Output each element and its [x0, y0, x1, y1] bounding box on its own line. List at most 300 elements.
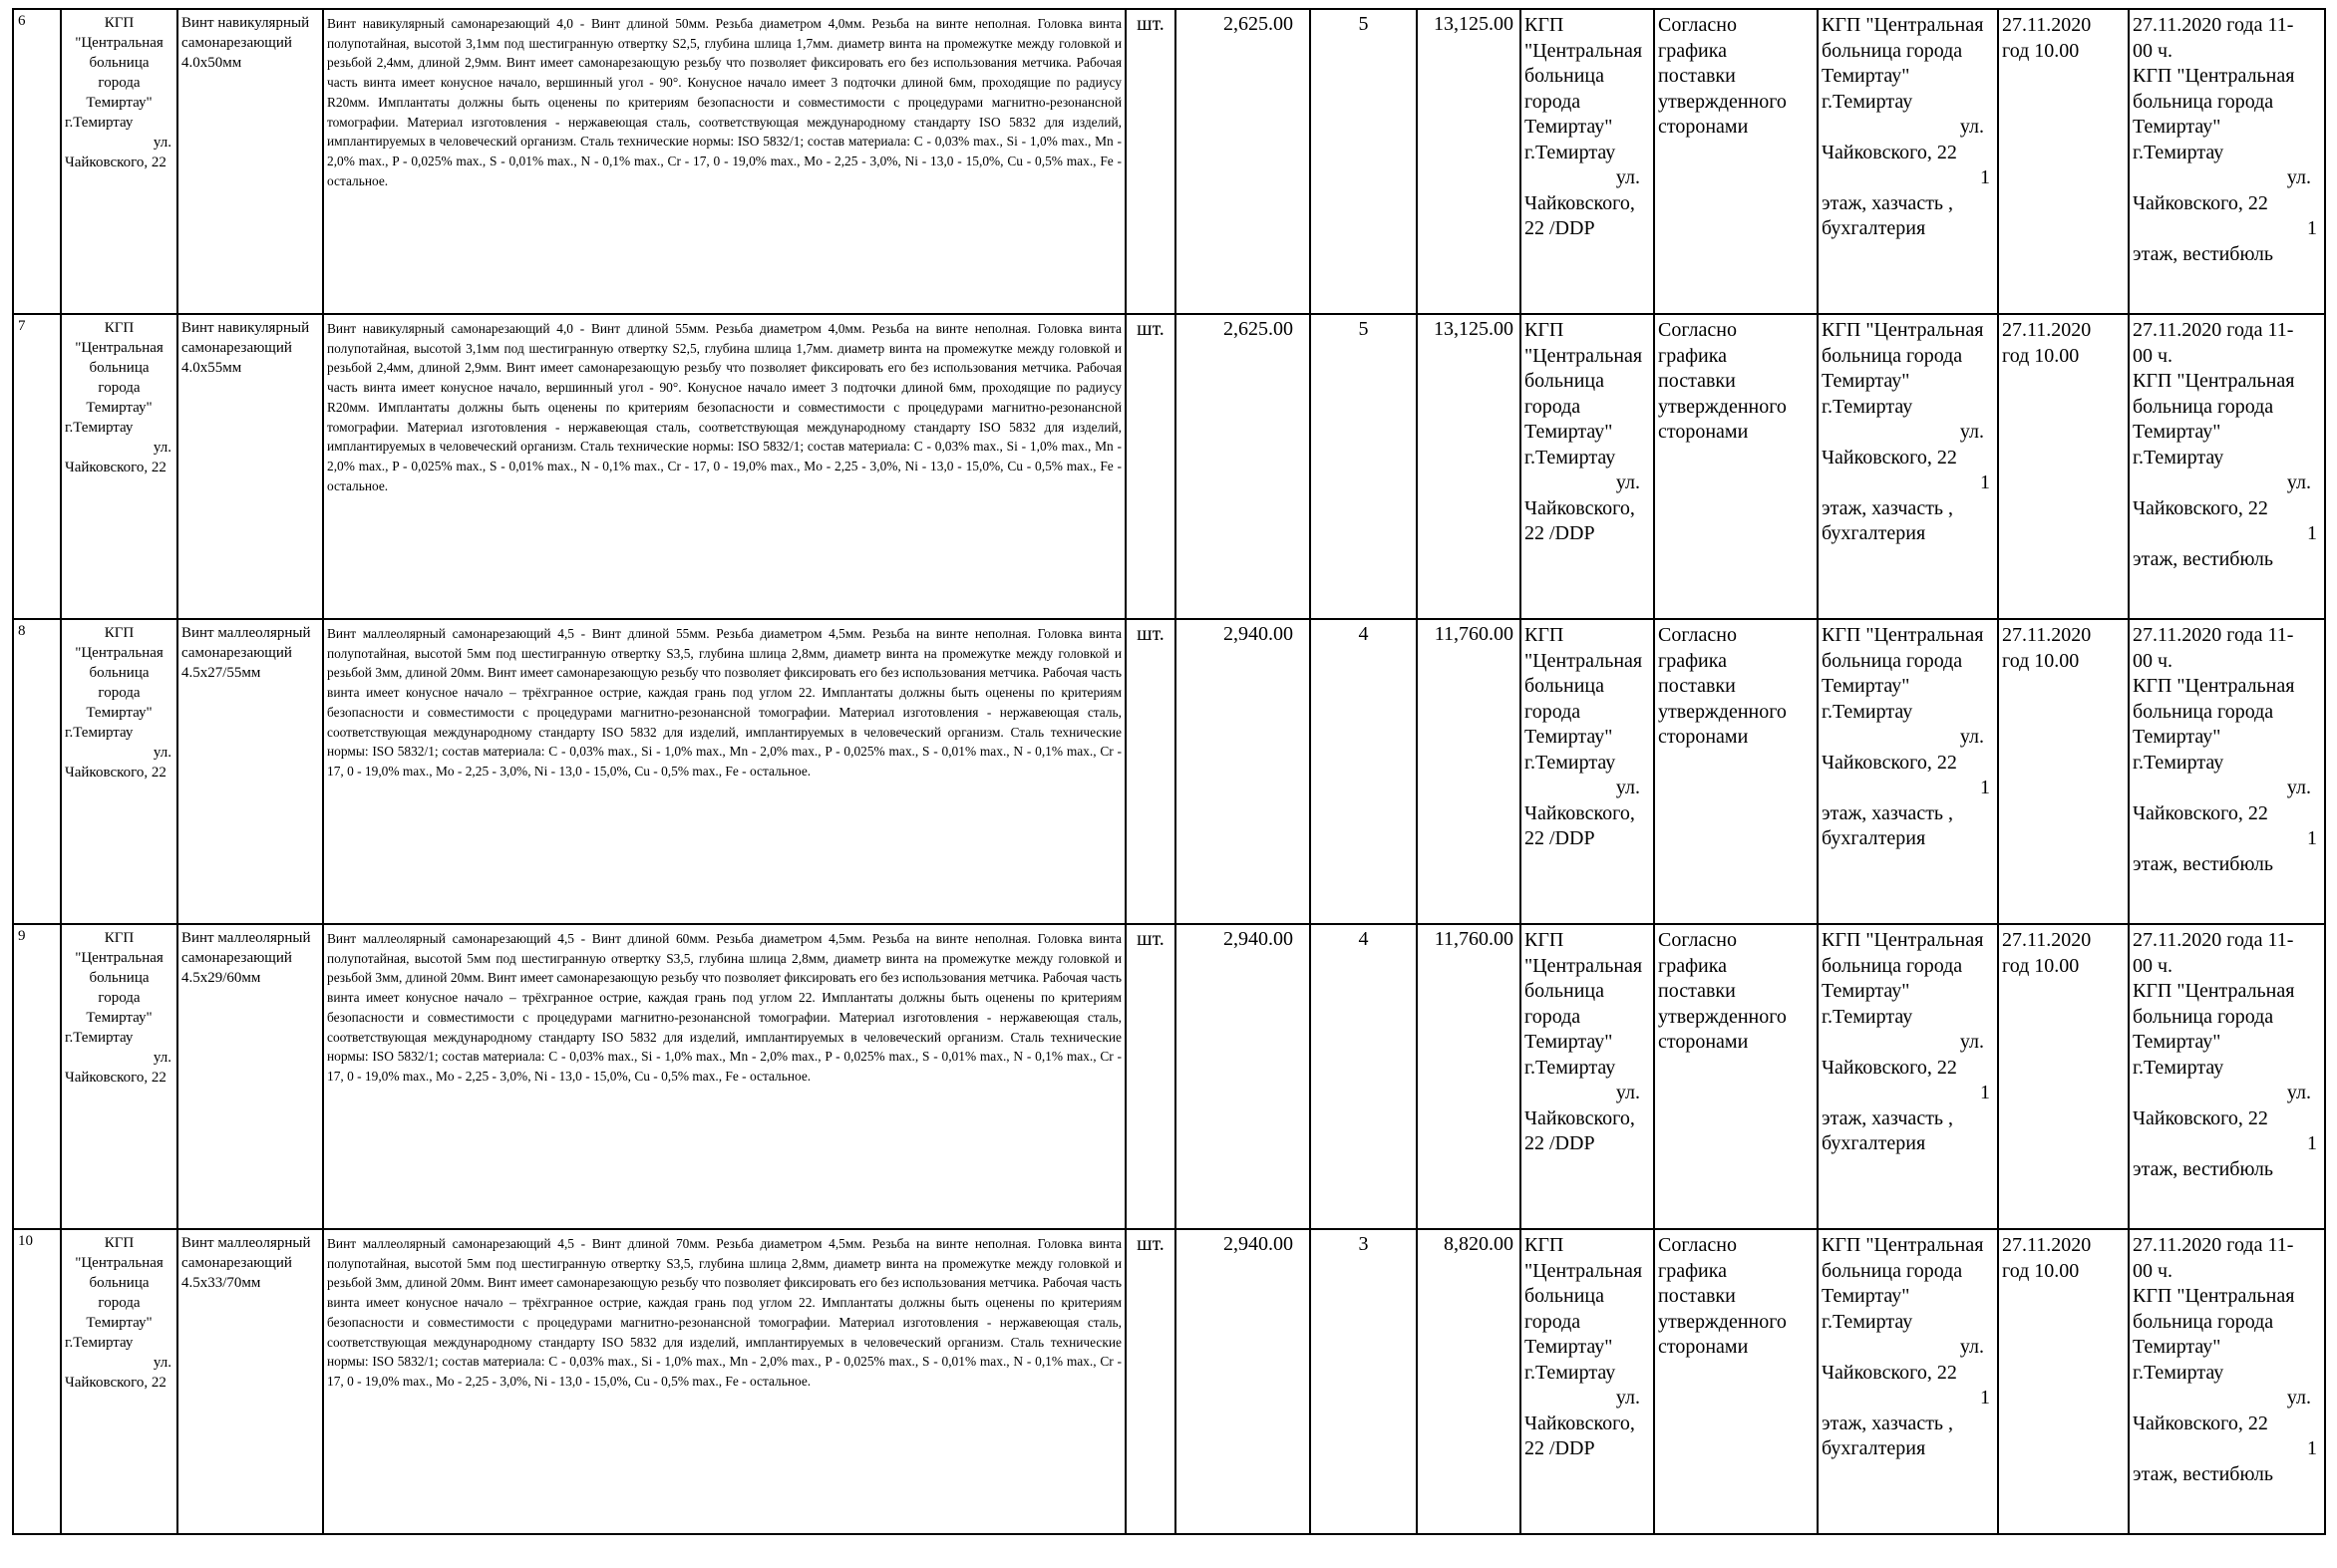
- opening-floor-number: 1: [2307, 1132, 2317, 1154]
- text-line: больница города: [2133, 1310, 2274, 1333]
- text-line: этаж, хазчасть ,: [1822, 1106, 1954, 1129]
- documents-place-cell: [1818, 924, 1998, 1229]
- text-line: утвержденного: [1658, 90, 1787, 113]
- text-line: 27.11.2020 года 11-: [2133, 319, 2294, 341]
- documents-street: Чайковского, 22: [1822, 1056, 1957, 1079]
- opening-floor: этаж, вестибюль: [2133, 1462, 2274, 1485]
- row-number: 10: [13, 1229, 61, 1534]
- text-line: Чайковского,: [1524, 191, 1635, 214]
- text-line: Темиртау": [2133, 421, 2221, 443]
- text-line: КГП: [1524, 1234, 1564, 1256]
- text-line: самонарезающий: [181, 1255, 292, 1271]
- text-line: КГП "Центральная: [2133, 675, 2295, 697]
- table-row: [13, 619, 2325, 924]
- item-name: [177, 619, 323, 924]
- customer-ul: ул.: [153, 745, 171, 761]
- text-line: г.Темиртау: [1822, 1005, 1913, 1028]
- text-line: сторонами: [1658, 421, 1749, 443]
- delivery-place-cell: [1520, 314, 1654, 619]
- text-line: Темиртау": [1822, 370, 1910, 392]
- text-line: Темиртау": [86, 95, 153, 111]
- documents-floor-number: 1: [1980, 1387, 1990, 1409]
- item-description: Винт маллеолярный самонарезающий 4,5 - Винт длиной 60мм. Резьба диаметром 4,5мм. Резьба на винте неполная. Головка винта полупотайная, высотой 5мм под шестигранную отвертку S3,5, глубина шлица 2,8мм, диаметр винта на промежутке между головкой и резьбой 3мм, длиной 20мм. Винт имеет самонарезающую резьбу что позволяет фиксировать его без использования метчика. Рабочая часть винта имеет конусное начало – трёхгранное острие, каждая грань под углом 22. Имплантаты должны быть оценены по критериям безопасности и совместимости с процедурами магнитно-резонансной томографии. Материал изготовления - нержавеющая сталь, соответствующая международному стандарту ISO 5832 для изделий, имплантируемых в человеческий организм. Сталь технические нормы: ISO 5832/1; состав материала: C - 0,03% max., Si - 1,0% max., Mn - 2,0% max., P - 0,025% max., S - 0,01% max., N - 0,1% max., Cr - 17, 0 - 19,0% max., Mo - 2,25 - 3,0%, Ni - 13,0 - 15,0%, Cu - 0,5% max., Fe - остальное.: [323, 924, 1126, 1229]
- text-line: Чайковского,: [1524, 801, 1635, 824]
- quantity-cell: 4: [1310, 924, 1417, 1229]
- delivery-street: [1524, 801, 1650, 852]
- text-line: 00 ч.: [2133, 344, 2173, 367]
- row-number: 6: [13, 9, 61, 314]
- text-line: больница: [1524, 1285, 1604, 1307]
- text-line: год 10.00: [2002, 39, 2080, 62]
- text-line: "Центральная: [75, 645, 164, 661]
- text-line: поставки: [1658, 1285, 1736, 1307]
- opening-cell: [2129, 1229, 2325, 1534]
- opening-street: Чайковского, 22: [2133, 496, 2268, 519]
- opening-floor-number: 1: [2307, 1437, 2317, 1459]
- delivery-street: [1524, 1106, 1650, 1157]
- documents-floor: [1822, 1411, 1994, 1462]
- text-line: Темиртау": [1524, 421, 1613, 443]
- text-line: 27.11.2020: [2002, 1234, 2092, 1256]
- text-line: КГП "Центральная: [1822, 14, 1984, 36]
- text-line: Темиртау": [86, 1315, 153, 1331]
- text-line: утвержденного: [1658, 1005, 1787, 1028]
- text-line: 4.5x29/60мм: [181, 970, 261, 986]
- opening-street: Чайковского, 22: [2133, 1106, 2268, 1129]
- delivery-place-cell: [1520, 924, 1654, 1229]
- delivery-place: [1524, 13, 1650, 165]
- documents-street: Чайковского, 22: [1822, 751, 1957, 774]
- delivery-street: [1524, 191, 1650, 242]
- text-line: Чайковского,: [1524, 1106, 1635, 1129]
- sum-cell: 13,125.00: [1417, 314, 1520, 619]
- documents-place-cell: [1818, 314, 1998, 619]
- customer-city: г.Темиртау: [65, 420, 134, 436]
- delivery-place: [1524, 1233, 1650, 1386]
- text-line: г.Темиртау: [1524, 1361, 1616, 1384]
- text-line: 00 ч.: [2133, 1259, 2173, 1282]
- text-line: города: [1524, 1005, 1581, 1028]
- opening-floor: этаж, вестибюль: [2133, 242, 2274, 265]
- deadline-cell: [1998, 619, 2129, 924]
- text-line: 4.5x27/55мм: [181, 665, 261, 681]
- opening-ul: ул.: [2286, 471, 2311, 493]
- text-line: Темиртау": [1822, 675, 1910, 697]
- documents-place-cell: [1818, 9, 1998, 314]
- opening-street: Чайковского, 22: [2133, 191, 2268, 214]
- text-line: 4.5x33/70мм: [181, 1275, 261, 1291]
- customer-name: [65, 13, 173, 113]
- text-line: больница: [1524, 980, 1604, 1002]
- text-line: 27.11.2020: [2002, 319, 2092, 341]
- text-line: Темиртау": [86, 705, 153, 721]
- text-line: Согласно: [1658, 929, 1737, 951]
- opening-cell: [2129, 9, 2325, 314]
- text-line: КГП "Центральная: [2133, 65, 2295, 87]
- opening-floor: этаж, вестибюль: [2133, 547, 2274, 570]
- opening-floor-number: 1: [2307, 217, 2317, 239]
- text-line: год 10.00: [2002, 1259, 2080, 1282]
- customer-name: [65, 1233, 173, 1333]
- text-line: г.Темиртау: [2133, 141, 2224, 163]
- price-cell: 2,940.00: [1175, 924, 1310, 1229]
- text-line: Темиртау": [1822, 65, 1910, 87]
- text-line: Чайковского,: [1524, 1411, 1635, 1434]
- text-line: Винт маллеолярный: [181, 1235, 311, 1251]
- documents-ul: ул.: [1959, 726, 1984, 748]
- documents-street: Чайковского, 22: [1822, 141, 1957, 163]
- customer-city: г.Темиртау: [65, 1335, 134, 1351]
- text-line: поставки: [1658, 370, 1736, 392]
- opening-street: Чайковского, 22: [2133, 801, 2268, 824]
- text-line: самонарезающий: [181, 645, 292, 661]
- delivery-place: [1524, 318, 1650, 470]
- opening-info: [2133, 1233, 2321, 1386]
- customer-ul: ул.: [153, 1050, 171, 1066]
- text-line: год 10.00: [2002, 344, 2080, 367]
- unit-cell: шт.: [1126, 1229, 1175, 1534]
- customer-cell: [61, 314, 177, 619]
- text-line: города: [98, 75, 141, 91]
- sum-cell: 11,760.00: [1417, 619, 1520, 924]
- text-line: Темиртау": [2133, 116, 2221, 138]
- delivery-ul: ул.: [1615, 471, 1640, 493]
- text-line: этаж, хазчасть ,: [1822, 1411, 1954, 1434]
- text-line: "Центральная: [1524, 344, 1643, 367]
- text-line: графика: [1658, 39, 1728, 62]
- item-description: Винт навикулярный самонарезающий 4,0 - Винт длиной 50мм. Резьба диаметром 4,0мм. Резьба на винте неполная. Головка винта полупотайная, высотой 3,1мм под шестигранную отвертку S2,5, глубина шлица 1,7мм. диаметр винта на промежутке между головкой и резьбой 2,4мм, длиной 2,9мм. Винт имеет самонарезающую резьбу что позволяет фиксировать его без использования метчика. Рабочая часть винта имеет конусное начало, вершинный угол - 90°. Конусное начало имеет 3 подточки длиной 6мм, проходящие по радиусу R20мм. Имплантаты должны быть оценены по критериям безопасности и совместимости с процедурами магнитно-резонансной томографии. Материал изготовления - нержавеющая сталь, соответствующая международному стандарту ISO 5832 для изделий, имплантируемых в человеческий организм. Сталь технические нормы: ISO 5832/1; состав материала: C - 0,03% max., Si - 1,0% max., Mn - 2,0% max., P - 0,025% max., S - 0,01% max., N - 0,1% max., Cr - 17, 0 - 19,0% max., Mo - 2,25 - 3,0%, Ni - 13,0 - 15,0%, Cu - 0,5% max., Fe - остальное.: [323, 9, 1126, 314]
- text-line: Винт маллеолярный: [181, 625, 311, 641]
- unit-cell: шт.: [1126, 924, 1175, 1229]
- customer-ul: ул.: [153, 440, 171, 456]
- customer-name: [65, 623, 173, 723]
- row-number: 8: [13, 619, 61, 924]
- customer-street: Чайковского, 22: [65, 765, 167, 781]
- documents-place-cell: [1818, 619, 1998, 924]
- text-line: этаж, хазчасть ,: [1822, 801, 1954, 824]
- text-line: КГП "Центральная: [2133, 1285, 2295, 1307]
- text-line: г.Темиртау: [1524, 751, 1616, 774]
- documents-floor-number: 1: [1980, 1082, 1990, 1103]
- text-line: Винт навикулярный: [181, 320, 310, 336]
- text-line: 4.0x50мм: [181, 55, 242, 71]
- documents-place-cell: [1818, 1229, 1998, 1534]
- text-line: 27.11.2020: [2002, 624, 2092, 646]
- text-line: КГП "Центральная: [2133, 980, 2295, 1002]
- procurement-table: [12, 8, 2326, 1535]
- text-line: КГП: [104, 930, 135, 946]
- row-number: 9: [13, 924, 61, 1229]
- opening-ul: ул.: [2286, 166, 2311, 188]
- text-line: больница: [1524, 65, 1604, 87]
- text-line: КГП: [104, 320, 135, 336]
- item-name: [177, 1229, 323, 1534]
- text-line: г.Темиртау: [1822, 90, 1913, 113]
- opening-floor-number: 1: [2307, 827, 2317, 849]
- customer-name: [65, 928, 173, 1028]
- documents-ul: ул.: [1959, 421, 1984, 443]
- text-line: самонарезающий: [181, 950, 292, 966]
- text-line: Темиртау": [2133, 1336, 2221, 1358]
- text-line: Чайковского,: [1524, 496, 1635, 519]
- delivery-street: [1524, 496, 1650, 547]
- opening-info: [2133, 928, 2321, 1081]
- opening-ul: ул.: [2286, 1082, 2311, 1103]
- text-line: Согласно: [1658, 624, 1737, 646]
- customer-cell: [61, 9, 177, 314]
- text-line: г.Темиртау: [1822, 1310, 1913, 1333]
- price-cell: 2,940.00: [1175, 1229, 1310, 1534]
- table-row: [13, 924, 2325, 1229]
- text-line: Согласно: [1658, 1234, 1737, 1256]
- text-line: 22 /DDP: [1524, 1132, 1595, 1154]
- text-line: города: [98, 685, 141, 701]
- sum-cell: 8,820.00: [1417, 1229, 1520, 1534]
- delivery-term-cell: [1654, 1229, 1818, 1534]
- delivery-ul: ул.: [1615, 777, 1640, 798]
- text-line: КГП: [1524, 319, 1564, 341]
- text-line: КГП "Центральная: [1822, 929, 1984, 951]
- text-line: поставки: [1658, 65, 1736, 87]
- text-line: больница города: [1822, 649, 1963, 672]
- text-line: больница города: [1822, 39, 1963, 62]
- text-line: больница: [89, 970, 150, 986]
- text-line: 00 ч.: [2133, 954, 2173, 977]
- documents-place: [1822, 623, 1994, 725]
- customer-city: г.Темиртау: [65, 725, 134, 741]
- delivery-ul: ул.: [1615, 1387, 1640, 1409]
- text-line: больница: [1524, 370, 1604, 392]
- customer-cell: [61, 924, 177, 1229]
- text-line: Согласно: [1658, 14, 1737, 36]
- sum-cell: 13,125.00: [1417, 9, 1520, 314]
- text-line: КГП "Центральная: [2133, 370, 2295, 392]
- text-line: графика: [1658, 649, 1728, 672]
- customer-cell: [61, 619, 177, 924]
- opening-floor: этаж, вестибюль: [2133, 1157, 2274, 1180]
- text-line: Темиртау": [2133, 726, 2221, 748]
- text-line: "Центральная: [75, 340, 164, 356]
- text-line: 27.11.2020 года 11-: [2133, 624, 2294, 646]
- text-line: города: [98, 1295, 141, 1311]
- text-line: самонарезающий: [181, 340, 292, 356]
- text-line: Согласно: [1658, 319, 1737, 341]
- text-line: 4.0x55мм: [181, 360, 242, 376]
- text-line: города: [1524, 395, 1581, 418]
- customer-street: Чайковского, 22: [65, 1375, 167, 1391]
- table-row: [13, 1229, 2325, 1534]
- sum-cell: 11,760.00: [1417, 924, 1520, 1229]
- text-line: больница города: [2133, 700, 2274, 723]
- documents-place: [1822, 13, 1994, 115]
- text-line: поставки: [1658, 675, 1736, 697]
- documents-street: Чайковского, 22: [1822, 446, 1957, 469]
- text-line: г.Темиртау: [2133, 1361, 2224, 1384]
- text-line: этаж, хазчасть ,: [1822, 191, 1954, 214]
- text-line: 00 ч.: [2133, 39, 2173, 62]
- text-line: 22 /DDP: [1524, 522, 1595, 544]
- text-line: больница: [89, 55, 150, 71]
- quantity-cell: 3: [1310, 1229, 1417, 1534]
- text-line: 22 /DDP: [1524, 1437, 1595, 1459]
- text-line: больница города: [2133, 90, 2274, 113]
- text-line: утвержденного: [1658, 1310, 1787, 1333]
- item-name: [177, 314, 323, 619]
- text-line: Темиртау": [86, 400, 153, 416]
- text-line: утвержденного: [1658, 700, 1787, 723]
- opening-cell: [2129, 314, 2325, 619]
- quantity-cell: 5: [1310, 9, 1417, 314]
- text-line: Темиртау": [86, 1010, 153, 1026]
- opening-info: [2133, 623, 2321, 776]
- text-line: 27.11.2020 года 11-: [2133, 14, 2294, 36]
- item-description: Винт маллеолярный самонарезающий 4,5 - Винт длиной 70мм. Резьба диаметром 4,5мм. Резьба на винте неполная. Головка винта полупотайная, высотой 5мм под шестигранную отвертку S3,5, глубина шлица 2,8мм, диаметр винта на промежутке между головкой и резьбой 3мм, длиной 20мм. Винт имеет самонарезающую резьбу что позволяет фиксировать его без использования метчика. Рабочая часть винта имеет конусное начало – трёхгранное острие, каждая грань под углом 22. Имплантаты должны быть оценены по критериям безопасности и совместимости с процедурами магнитно-резонансной томографии. Материал изготовления - нержавеющая сталь, соответствующая международному стандарту ISO 5832 для изделий, имплантируемых в человеческий организм. Сталь технические нормы: ISO 5832/1; состав материала: C - 0,03% max., Si - 1,0% max., Mn - 2,0% max., P - 0,025% max., S - 0,01% max., N - 0,1% max., Cr - 17, 0 - 19,0% max., Mo - 2,25 - 3,0%, Ni - 13,0 - 15,0%, Cu - 0,5% max., Fe - остальное.: [323, 1229, 1126, 1534]
- opening-ul: ул.: [2286, 1387, 2311, 1409]
- table-row: [13, 314, 2325, 619]
- text-line: этаж, хазчасть ,: [1822, 496, 1954, 519]
- text-line: КГП: [1524, 624, 1564, 646]
- delivery-term-cell: [1654, 924, 1818, 1229]
- documents-floor-number: 1: [1980, 471, 1990, 493]
- text-line: графика: [1658, 1259, 1728, 1282]
- text-line: год 10.00: [2002, 954, 2080, 977]
- text-line: больница города: [1822, 1259, 1963, 1282]
- text-line: больница: [89, 1275, 150, 1291]
- delivery-place: [1524, 928, 1650, 1081]
- text-line: утвержденного: [1658, 395, 1787, 418]
- deadline-cell: [1998, 314, 2129, 619]
- delivery-place-cell: [1520, 9, 1654, 314]
- text-line: "Центральная: [1524, 1259, 1643, 1282]
- item-description: Винт навикулярный самонарезающий 4,0 - Винт длиной 55мм. Резьба диаметром 4,0мм. Резьба на винте неполная. Головка винта полупотайная, высотой 3,1мм под шестигранную отвертку S2,5, глубина шлица 1,7мм. диаметр винта на промежутке между головкой и резьбой 2,4мм, длиной 2,9мм. Винт имеет самонарезающую резьбу что позволяет фиксировать его без использования метчика. Рабочая часть винта имеет конусное начало, вершинный угол - 90°. Конусное начало имеет 3 подточки длиной 6мм, проходящие по радиусу R20мм. Имплантаты должны быть оценены по критериям безопасности и совместимости с процедурами магнитно-резонансной томографии. Материал изготовления - нержавеющая сталь, соответствующая международному стандарту ISO 5832 для изделий, имплантируемых в человеческий организм. Сталь технические нормы: ISO 5832/1; состав материала: C - 0,03% max., Si - 1,0% max., Mn - 2,0% max., P - 0,025% max., S - 0,01% max., N - 0,1% max., Cr - 17, 0 - 19,0% max., Mo - 2,25 - 3,0%, Ni - 13,0 - 15,0%, Cu - 0,5% max., Fe - остальное.: [323, 314, 1126, 619]
- text-line: КГП: [1524, 14, 1564, 36]
- row-number: 7: [13, 314, 61, 619]
- price-cell: 2,625.00: [1175, 9, 1310, 314]
- delivery-place: [1524, 623, 1650, 776]
- text-line: "Центральная: [1524, 39, 1643, 62]
- delivery-place-cell: [1520, 619, 1654, 924]
- text-line: графика: [1658, 954, 1728, 977]
- text-line: г.Темиртау: [2133, 446, 2224, 469]
- opening-floor-number: 1: [2307, 522, 2317, 544]
- customer-ul: ул.: [153, 1355, 171, 1371]
- delivery-term-cell: [1654, 314, 1818, 619]
- text-line: "Центральная: [1524, 954, 1643, 977]
- text-line: КГП: [1524, 929, 1564, 951]
- text-line: 22 /DDP: [1524, 217, 1595, 239]
- customer-name: [65, 318, 173, 418]
- text-line: самонарезающий: [181, 35, 292, 51]
- documents-floor: [1822, 191, 1994, 242]
- text-line: больница: [89, 665, 150, 681]
- text-line: "Центральная: [75, 1255, 164, 1271]
- documents-floor: [1822, 801, 1994, 852]
- item-name: [177, 924, 323, 1229]
- customer-ul: ул.: [153, 135, 171, 151]
- text-line: сторонами: [1658, 1336, 1749, 1358]
- customer-cell: [61, 1229, 177, 1534]
- unit-cell: шт.: [1126, 619, 1175, 924]
- text-line: г.Темиртау: [2133, 751, 2224, 774]
- text-line: КГП: [104, 1235, 135, 1251]
- text-line: бухгалтерия: [1822, 1437, 1926, 1459]
- text-line: графика: [1658, 344, 1728, 367]
- text-line: Темиртау": [1524, 726, 1613, 748]
- text-line: сторонами: [1658, 1031, 1749, 1053]
- item-description: Винт маллеолярный самонарезающий 4,5 - Винт длиной 55мм. Резьба диаметром 4,5мм. Резьба на винте неполная. Головка винта полупотайная, высотой 5мм под шестигранную отвертку S3,5, глубина шлица 2,8мм, диаметр винта на промежутке между головкой и резьбой 3мм, длиной 20мм. Винт имеет самонарезающую резьбу что позволяет фиксировать его без использования метчика. Рабочая часть винта имеет конусное начало – трёхгранное острие, каждая грань под углом 22. Имплантаты должны быть оценены по критериям безопасности и совместимости с процедурами магнитно-резонансной томографии. Материал изготовления - нержавеющая сталь, соответствующая международному стандарту ISO 5832 для изделий, имплантируемых в человеческий организм. Сталь технические нормы: ISO 5832/1; состав материала: C - 0,03% max., Si - 1,0% max., Mn - 2,0% max., P - 0,025% max., S - 0,01% max., N - 0,1% max., Cr - 17, 0 - 19,0% max., Mo - 2,25 - 3,0%, Ni - 13,0 - 15,0%, Cu - 0,5% max., Fe - остальное.: [323, 619, 1126, 924]
- documents-floor-number: 1: [1980, 777, 1990, 798]
- text-line: Темиртау": [1524, 1336, 1613, 1358]
- text-line: бухгалтерия: [1822, 217, 1926, 239]
- text-line: 22 /DDP: [1524, 827, 1595, 849]
- text-line: Винт маллеолярный: [181, 930, 311, 946]
- text-line: Темиртау": [2133, 1031, 2221, 1053]
- unit-cell: шт.: [1126, 314, 1175, 619]
- customer-street: Чайковского, 22: [65, 155, 167, 170]
- delivery-ul: ул.: [1615, 166, 1640, 188]
- text-line: г.Темиртау: [2133, 1056, 2224, 1079]
- deadline-cell: [1998, 924, 2129, 1229]
- text-line: Темиртау": [1524, 1031, 1613, 1053]
- text-line: КГП: [104, 15, 135, 31]
- opening-info: [2133, 318, 2321, 470]
- customer-city: г.Темиртау: [65, 115, 134, 131]
- documents-place: [1822, 318, 1994, 420]
- text-line: бухгалтерия: [1822, 1132, 1926, 1154]
- text-line: сторонами: [1658, 116, 1749, 138]
- text-line: КГП "Центральная: [1822, 319, 1984, 341]
- documents-ul: ул.: [1959, 116, 1984, 138]
- opening-cell: [2129, 619, 2325, 924]
- delivery-term-cell: [1654, 619, 1818, 924]
- documents-floor: [1822, 496, 1994, 547]
- opening-cell: [2129, 924, 2325, 1229]
- text-line: г.Темиртау: [1822, 700, 1913, 723]
- text-line: бухгалтерия: [1822, 522, 1926, 544]
- text-line: города: [98, 990, 141, 1006]
- text-line: города: [1524, 1310, 1581, 1333]
- text-line: Темиртау": [1822, 980, 1910, 1002]
- documents-floor: [1822, 1106, 1994, 1157]
- deadline-cell: [1998, 1229, 2129, 1534]
- table-body: [13, 9, 2325, 1534]
- opening-floor: этаж, вестибюль: [2133, 852, 2274, 875]
- documents-ul: ул.: [1959, 1031, 1984, 1053]
- text-line: больница города: [2133, 395, 2274, 418]
- documents-floor-number: 1: [1980, 166, 1990, 188]
- text-line: сторонами: [1658, 726, 1749, 748]
- documents-ul: ул.: [1959, 1336, 1984, 1358]
- text-line: "Центральная: [75, 950, 164, 966]
- text-line: 00 ч.: [2133, 649, 2173, 672]
- table-row: [13, 9, 2325, 314]
- text-line: год 10.00: [2002, 649, 2080, 672]
- text-line: больница: [89, 360, 150, 376]
- opening-ul: ул.: [2286, 777, 2311, 798]
- text-line: г.Темиртау: [1524, 446, 1616, 469]
- text-line: больница города: [1822, 344, 1963, 367]
- item-name: [177, 9, 323, 314]
- documents-street: Чайковского, 22: [1822, 1361, 1957, 1384]
- text-line: КГП: [104, 625, 135, 641]
- delivery-term-cell: [1654, 9, 1818, 314]
- text-line: 27.11.2020 года 11-: [2133, 929, 2294, 951]
- text-line: КГП "Центральная: [1822, 1234, 1984, 1256]
- opening-info: [2133, 13, 2321, 165]
- documents-place: [1822, 928, 1994, 1030]
- delivery-street: [1524, 1411, 1650, 1462]
- text-line: больница города: [1822, 954, 1963, 977]
